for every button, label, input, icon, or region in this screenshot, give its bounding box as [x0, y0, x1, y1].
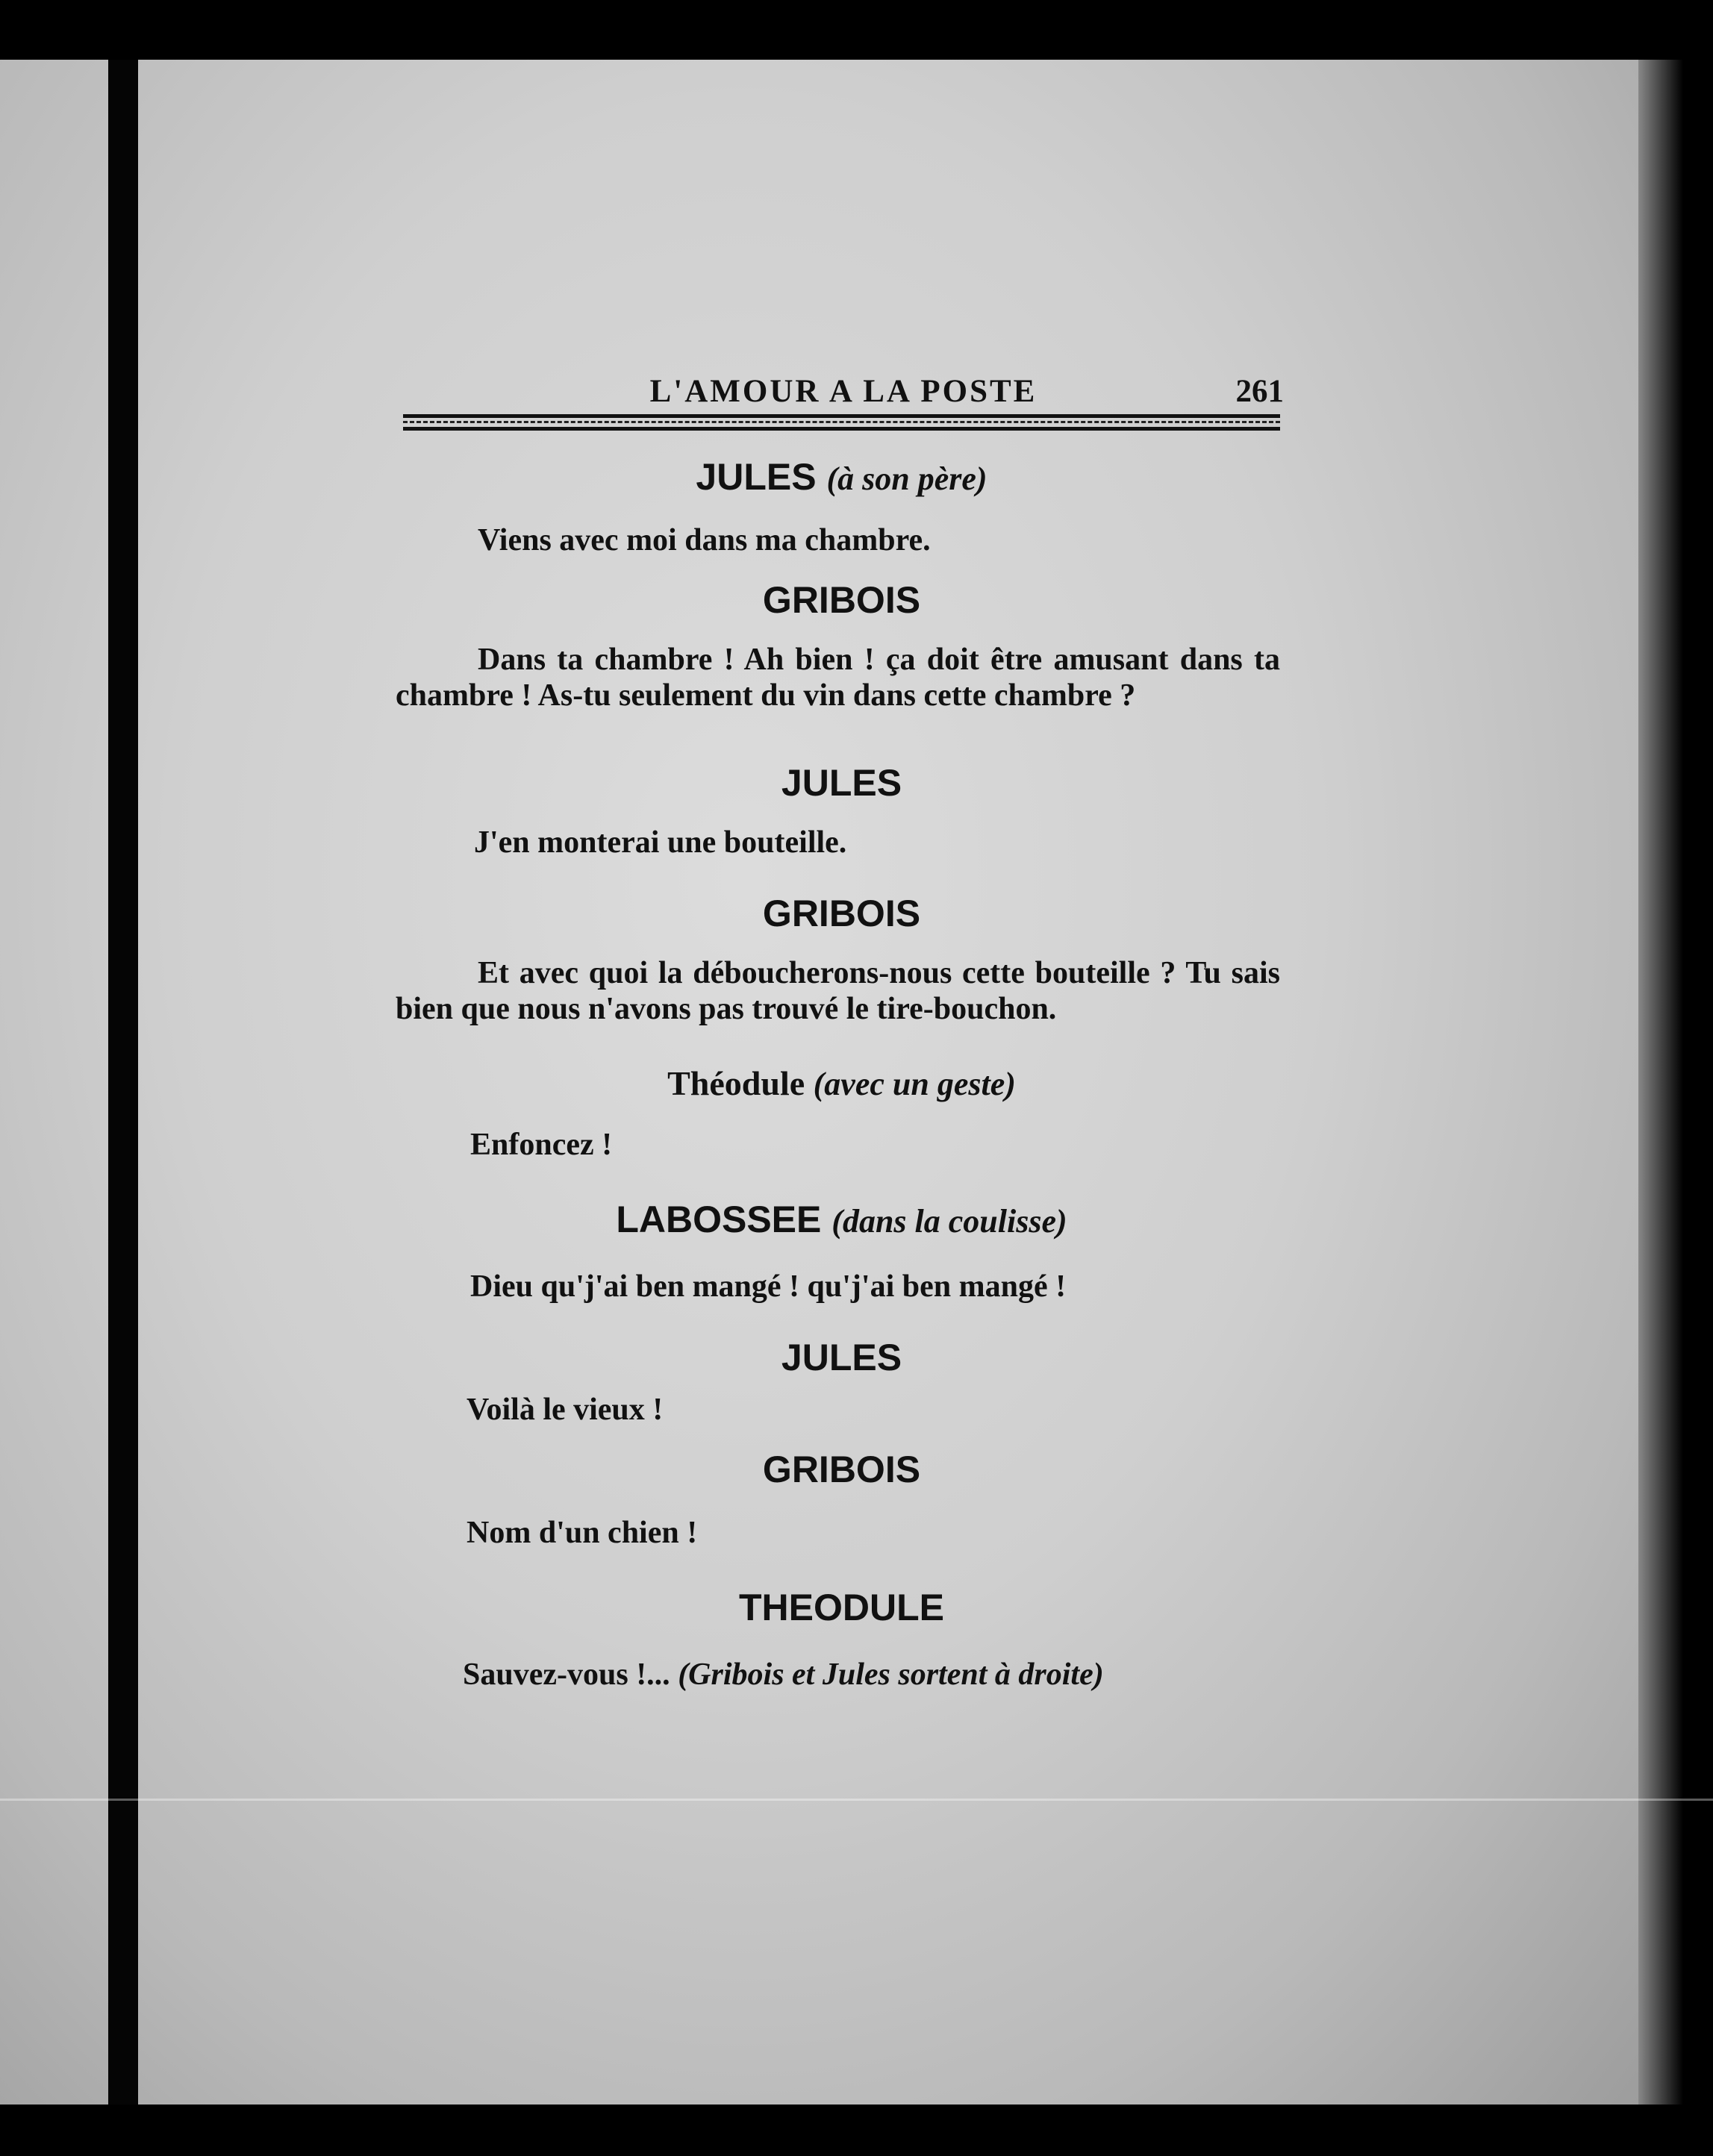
dialogue-line: Viens avec moi dans ma chambre. [478, 523, 931, 557]
dialogue-line: Dieu qu'j'ai ben mangé ! qu'j'ai ben mangé ! [470, 1269, 1067, 1304]
final-stage-direction: (Gribois et Jules sortent à droite) [678, 1657, 1104, 1692]
speaker-name: GRIBOIS [762, 579, 921, 621]
dialogue-paragraph: Et avec quoi la déboucherons-nous cette bouteille ? Tu sais bien que nous n'avons pas trouvé le tire-bouchon. [396, 956, 1280, 1026]
stage-direction: (dans la coulisse) [831, 1203, 1067, 1240]
speaker-heading [403, 892, 1280, 935]
header-rule [403, 414, 1280, 431]
book-spine [108, 60, 138, 2105]
speaker-heading [403, 1336, 1280, 1379]
stage-direction: (à son père) [826, 460, 987, 497]
speaker-heading [403, 1063, 1280, 1103]
speaker-name: THEODULE [739, 1587, 944, 1628]
speaker-heading [403, 578, 1280, 622]
speaker-heading [403, 761, 1280, 804]
speaker-name: JULES [781, 1337, 902, 1378]
running-title: L'AMOUR A LA POSTE [649, 374, 1038, 409]
speaker-heading [403, 1586, 1280, 1629]
stage-direction: (avec un geste) [813, 1066, 1016, 1102]
speaker-heading [403, 1448, 1280, 1491]
scan-crease [0, 1799, 1713, 1801]
speaker-name: Théodule [667, 1064, 805, 1102]
speaker-name: GRIBOIS [762, 1449, 921, 1490]
dialogue-line: Nom d'un chien ! [467, 1516, 698, 1550]
dialogue-line: J'en monterai une bouteille. [474, 825, 847, 860]
dialogue-line: Voilà le vieux ! [467, 1393, 664, 1427]
page-number: 261 [1235, 374, 1284, 409]
speaker-name: GRIBOIS [762, 893, 921, 934]
speaker-heading [403, 1198, 1280, 1241]
speaker-name: JULES [781, 762, 902, 804]
dialogue-line [463, 1657, 1104, 1693]
speaker-heading [403, 455, 1280, 499]
speaker-name: JULES [696, 456, 817, 498]
dialogue-text: Sauvez-vous !... [463, 1657, 670, 1692]
page-edge-shadow [1638, 60, 1713, 2105]
speaker-name: LABOSSEE [616, 1199, 822, 1240]
dialogue-line: Enfoncez ! [470, 1128, 613, 1162]
dialogue-paragraph: Dans ta chambre ! Ah bien ! ça doit être amusant dans ta chambre ! As-tu seulement du vin dans cette chambre ? [396, 643, 1280, 713]
